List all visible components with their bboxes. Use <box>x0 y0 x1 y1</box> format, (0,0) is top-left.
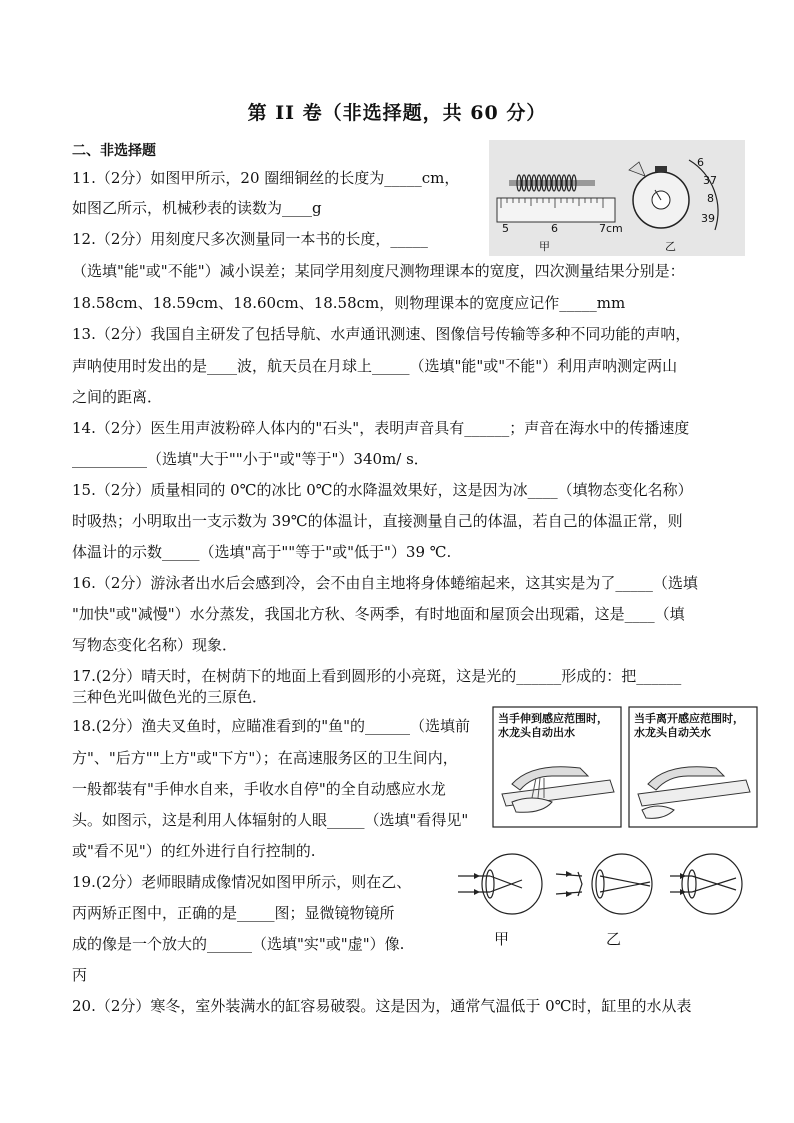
question-13-line-3: 之间的距离． <box>72 388 163 406</box>
question-19-line-1: 19.(2分）老师眼睛成像情况如图甲所示，则在乙、 <box>72 873 412 891</box>
dial-mark-6: 6 <box>697 156 704 169</box>
question-18-line-2: 方"、"后方""上方"或"下方"）；在高速服务区的卫生间内， <box>72 749 458 767</box>
question-18-line-4: 头。如图示，这是利用人体辐射的人眼_____（选填"看得见" <box>72 811 469 829</box>
question-15-line-1: 15.（2分）质量相同的 0℃的冰比 0℃的水降温效果好，这是因为冰____（填物态变化名称） <box>72 481 693 499</box>
question-16-line-2: "加快"或"减慢"）水分蒸发，我国北方秋、冬两季，有时地面和屋顶会出现霜，这是____（填 <box>72 605 685 623</box>
section-heading: 二、非选择题 <box>72 143 156 159</box>
eye-label-jia: 甲 <box>494 930 510 948</box>
question-18-line-3: 一般都装有"手伸水自来，手收水自停"的全自动感应水龙 <box>72 780 446 798</box>
question-15-line-2: 时吸热；小明取出一支示数为 39℃的体温计，直接测量自己的体温，若自己的体温正常，则 <box>72 512 683 530</box>
page-title: 第 II 卷（非选择题，共 60 分） <box>247 102 547 124</box>
ruler-tick-6: 6 <box>551 222 558 235</box>
question-12-line-3: 18.58cm、18.59cm、18.60cm、18.58cm，则物理课本的宽度应记作_____mm <box>72 294 626 312</box>
dial-mark-8: 8 <box>707 192 714 205</box>
question-17-line-1: 17.(2分）晴天时，在树荫下的地面上看到圆形的小亮斑，这是光的______形成的：把______ <box>72 667 682 685</box>
figure-label-yi: 乙 <box>665 240 676 253</box>
question-19-line-3: 成的像是一个放大的______（选填"实"或"虚"）像. <box>72 935 405 953</box>
faucet-caption-off: 当手离开感应范围时， 水龙头自动关水 <box>634 712 744 739</box>
question-20-line-1: 20.（2分）寒冬，室外装满水的缸容易破裂。这是因为，通常气温低于 0℃时，缸里的水从表 <box>72 997 692 1015</box>
question-12-line-2: （选填"能"或"不能"）减小误差；某同学用刻度尺测物理课本的宽度，四次测量结果分别是： <box>72 262 685 280</box>
question-18-line-5: 或"看不见"）的红外进行自行控制的. <box>72 842 316 860</box>
dial-mark-39: 39 <box>701 212 715 225</box>
question-17-line-2: 三种色光叫做色光的三原色． <box>72 688 268 706</box>
question-13-line-1: 13.（2分）我国自主研发了包括导航、水声通讯测速、图像信号传输等多种不同功能的声呐， <box>72 325 691 343</box>
question-11-line-2: 如图乙所示，机械秒表的读数为____g <box>72 199 322 217</box>
faucet-figure <box>492 706 758 828</box>
question-14-line-2: __________（选填"大于""小于"或"等于"）340m/ s． <box>72 450 429 468</box>
figure-label-jia: 甲 <box>539 240 550 253</box>
eye-label-yi: 乙 <box>606 930 622 948</box>
eye-lens-figure <box>456 846 746 950</box>
faucet-caption-on: 当手伸到感应范围时， 水龙头自动出水 <box>498 712 608 739</box>
ruler-tick-7cm: 7cm <box>599 222 623 235</box>
ruler-tick-5: 5 <box>502 222 509 235</box>
question-11-line-1: 11.（2分）如图甲所示，20 圈细铜丝的长度为_____cm， <box>72 169 460 187</box>
question-13-line-2: 声呐使用时发出的是____波，航天员在月球上_____（选填"能"或"不能"）利用声呐测定两山 <box>72 357 678 375</box>
question-16-line-3: 写物态变化名称）现象． <box>72 636 238 654</box>
ruler-stopwatch-figure <box>489 140 745 256</box>
question-15-line-3: 体温计的示数_____（选填"高于""等于"或"低于"）39 ℃. <box>72 543 452 561</box>
dial-mark-37: 37 <box>703 174 717 187</box>
question-16-line-1: 16.（2分）游泳者出水后会感到冷，会不由自主地将身体蜷缩起来，这其实是为了_____（选填 <box>72 574 698 592</box>
question-19-line-2: 丙两矫正图中，正确的是_____图；显微镜物镜所 <box>72 904 395 922</box>
question-12-line-1: 12.（2分）用刻度尺多次测量同一本书的长度，_____ <box>72 230 428 248</box>
question-14-line-1: 14.（2分）医生用声波粉碎人体内的"石头"，表明声音具有______；声音在海水中的传播速度 <box>72 419 690 437</box>
question-18-line-1: 18.(2分）渔夫叉鱼时，应瞄准看到的"鱼"的______（选填前 <box>72 717 471 735</box>
question-19-label-bing: 丙 <box>72 966 88 984</box>
